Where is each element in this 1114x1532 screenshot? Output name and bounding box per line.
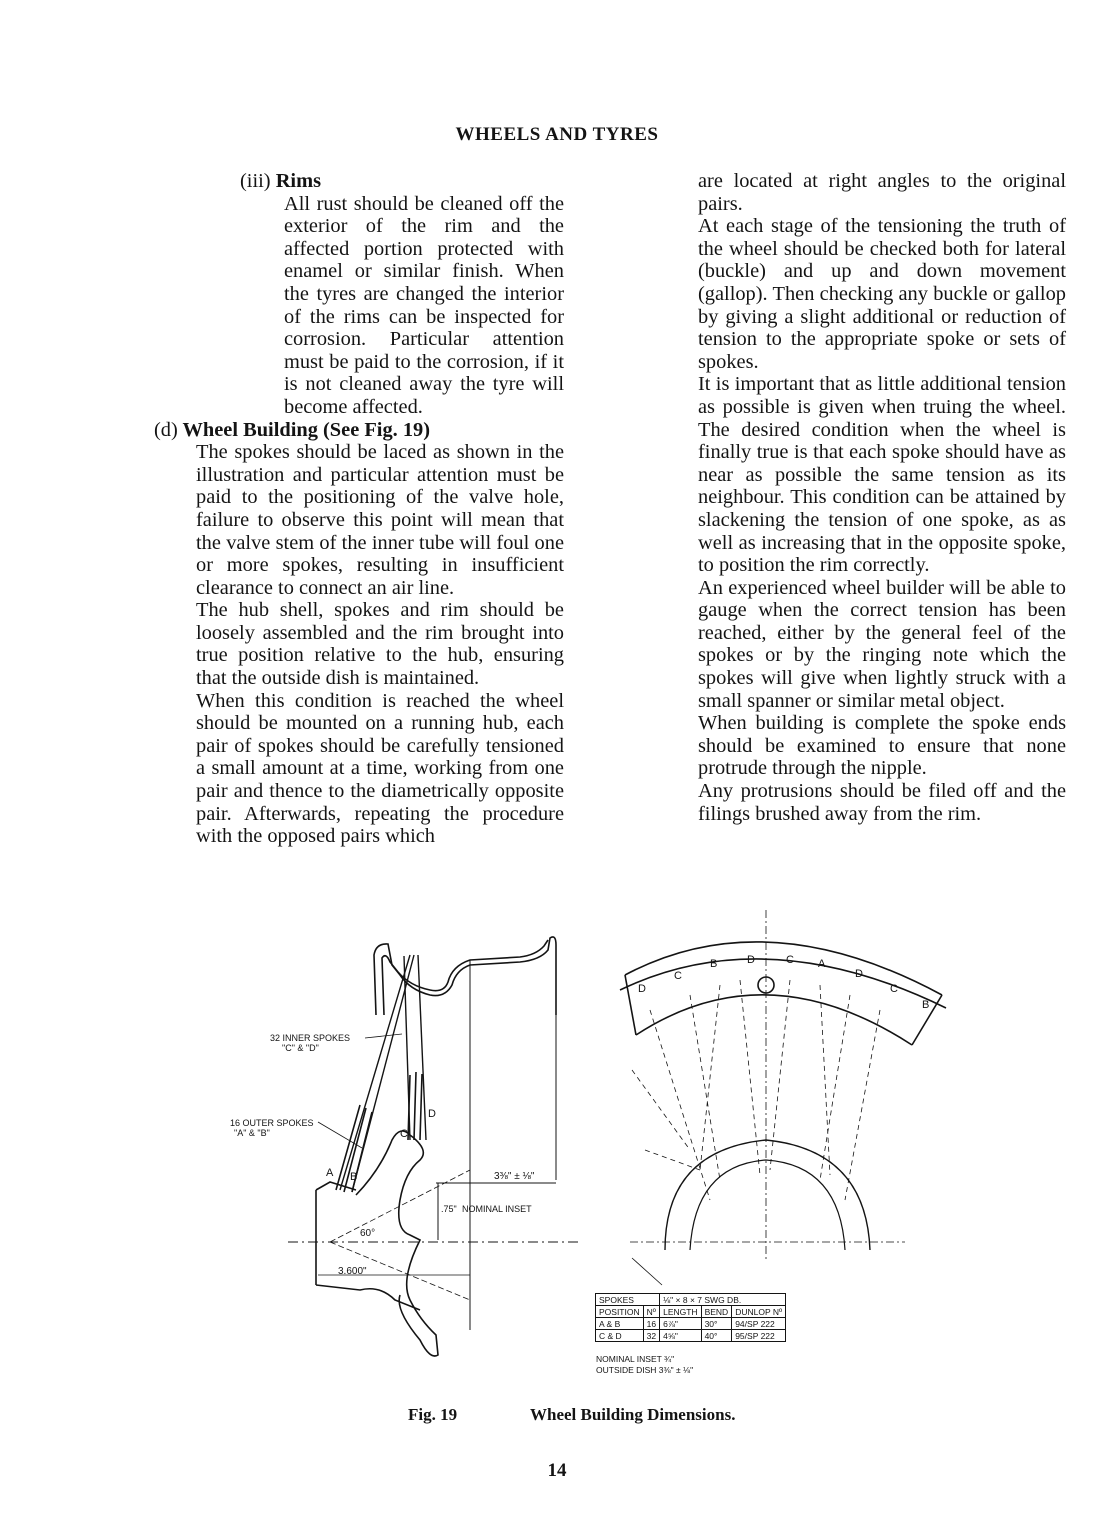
table-header-cell: BEND	[701, 1306, 732, 1318]
table-cell: C & D	[596, 1330, 644, 1342]
rim-front-drawing	[620, 910, 946, 1285]
table-cell: 94/SP 222	[732, 1318, 786, 1330]
table-cell: 16	[643, 1318, 659, 1330]
wheel-building-para-1: The spokes should be laced as shown in the illustration and particular attention must be paid to the positioning of the valve hole, failure to observe this point will mean that the valve stem of the inner tube will foul one or more spokes, resulting in insufficient clearance to connect an air line.	[196, 441, 564, 599]
leader-inner	[365, 1034, 402, 1038]
nominal-inset-note: NOMINAL INSET ¾"	[596, 1354, 675, 1364]
inset-label: NOMINAL INSET	[462, 1204, 532, 1214]
table-cell: 4⅝"	[660, 1330, 701, 1342]
right-para-3: It is important that as little additional tension as possible is given when truing the wheel. The desired condition when the wheel is finally true is that each spoke should have as near as possible the same tension as its neighbour. This condition can be attained by slackening the tension of one spoke, as as well as increasing that in the opposite spoke, to position the rim correctly.	[698, 373, 1066, 577]
table-cell: ⅛" × 8 × 7 SWG DB.	[660, 1294, 786, 1306]
letter-c: C	[400, 1128, 408, 1140]
right-para-2: At each stage of the tensioning the truth of the wheel should be checked both for lateral (buckle) and up and down movement (gallop). Then checking any buckle or gallop by giving a slight additional or reduction of tension to the appropriate spoke or sets of spokes.	[698, 215, 1066, 373]
figure-title: Wheel Building Dimensions.	[530, 1405, 736, 1424]
table-cell: A & B	[596, 1318, 644, 1330]
inner-spokes-label-1: 32 INNER SPOKES	[270, 1033, 351, 1043]
pointer-line	[632, 1258, 662, 1285]
table-cell: 95/SP 222	[732, 1330, 786, 1342]
hub-inner-arc	[690, 1160, 845, 1250]
rim-letter-9: B	[922, 999, 930, 1011]
rim-letter-8: C	[890, 983, 898, 995]
table-row	[596, 1318, 786, 1330]
angle-label: 60°	[360, 1228, 376, 1239]
hub-flange	[316, 1182, 420, 1310]
table-row	[596, 1330, 786, 1342]
rim-letter-1: D	[638, 983, 646, 995]
section-title: Wheel Building (See Fig. 19)	[182, 418, 431, 441]
rims-title: Rims	[275, 170, 321, 192]
table-cell: 32	[643, 1330, 659, 1342]
rims-label: (iii)	[240, 170, 271, 192]
table-header-cell: LENGTH	[660, 1306, 701, 1318]
hub-outer-arc	[665, 1140, 870, 1250]
section-label: (d)	[154, 418, 178, 441]
rim-inner-arc	[636, 995, 912, 1045]
letter-a: A	[326, 1167, 334, 1179]
rim-letter-2: C	[674, 970, 682, 982]
table-row	[596, 1294, 786, 1306]
outer-spokes-label-1: 16 OUTER SPOKES	[230, 1118, 314, 1128]
outside-dish-note: OUTSIDE DISH 3⅜" ± ⅛"	[596, 1365, 694, 1375]
spoke-bundle-4	[418, 955, 426, 1140]
table-header-cell: POSITION	[596, 1306, 644, 1318]
wheel-building-para-2: The hub shell, spokes and rim should be loosely assembled and the rim brought into true position relative to the hub, ensuring that the outside dish is maintained.	[196, 599, 564, 690]
table-cell: SPOKES	[596, 1294, 660, 1306]
right-para-5: When building is complete the spoke ends should be examined to ensure that none protrude through the nipple.	[698, 712, 1066, 780]
table-cell: 30°	[701, 1318, 732, 1330]
letter-d: D	[428, 1108, 436, 1120]
figure-number: Fig. 19	[408, 1405, 458, 1424]
table-cell: 6⅞"	[660, 1318, 701, 1330]
side-section-drawing	[288, 937, 580, 1356]
hub-diameter-label: 3.600"	[338, 1266, 367, 1277]
inner-spokes-label-2: "C" & "D"	[282, 1043, 319, 1053]
table-header-row	[596, 1306, 786, 1318]
table-header-cell: Nº	[643, 1306, 659, 1318]
right-para-6: Any protrusions should be filed off and the filings brushed away from the rim.	[698, 780, 1066, 825]
wheel-building-para-3: When this condition is reached the wheel should be mounted on a running hub, each pair of spokes should be carefully tensioned a small amount at a time, working from one pair and thence to the diametrically opposite pair. Afterwards, repeating the procedure with the opposed pairs which	[196, 689, 564, 848]
inset-value: .75"	[441, 1204, 457, 1214]
outer-spokes-label-2: "A" & "B"	[234, 1128, 270, 1138]
table-header-cell: DUNLOP Nº	[732, 1306, 786, 1318]
right-para-1: are located at right angles to the original pairs.	[698, 170, 1066, 215]
rim-letter-6: A	[818, 958, 826, 970]
hub-shell	[356, 1131, 438, 1356]
rim-letter-3: B	[710, 958, 718, 970]
letter-b: B	[350, 1171, 358, 1183]
rim-letter-5: C	[786, 954, 794, 966]
rim-letter-7: D	[855, 968, 863, 980]
rims-text: All rust should be cleaned off the exterior of the rim and the affected portion protected with enamel or similar finish. When the tyres are changed the interior of the rims can be inspected for corrosion. Particular attention must be paid to the corrosion, if it is not cleaned away the tyre will become affected.	[284, 192, 564, 418]
spoke-spec-table	[595, 1293, 786, 1342]
dish-dimension: 3⅜" ± ⅛"	[494, 1171, 535, 1182]
leader-outer	[318, 1122, 362, 1148]
rim-profile-inner	[382, 940, 548, 1015]
right-para-4: An experienced wheel builder will be able to gauge when the correct tension has been reached, either by the general feel of the spokes or by the ringing note which the spokes will give when lightly struck with a small spanner or similar metal object.	[698, 576, 1066, 712]
spec-notes	[596, 1354, 693, 1376]
spoke-lines	[632, 980, 880, 1200]
page-number: 14	[547, 1460, 567, 1481]
rim-letter-4: D	[747, 954, 755, 966]
page-title: WHEELS AND TYRES	[455, 124, 659, 145]
table-cell: 40°	[701, 1330, 732, 1342]
